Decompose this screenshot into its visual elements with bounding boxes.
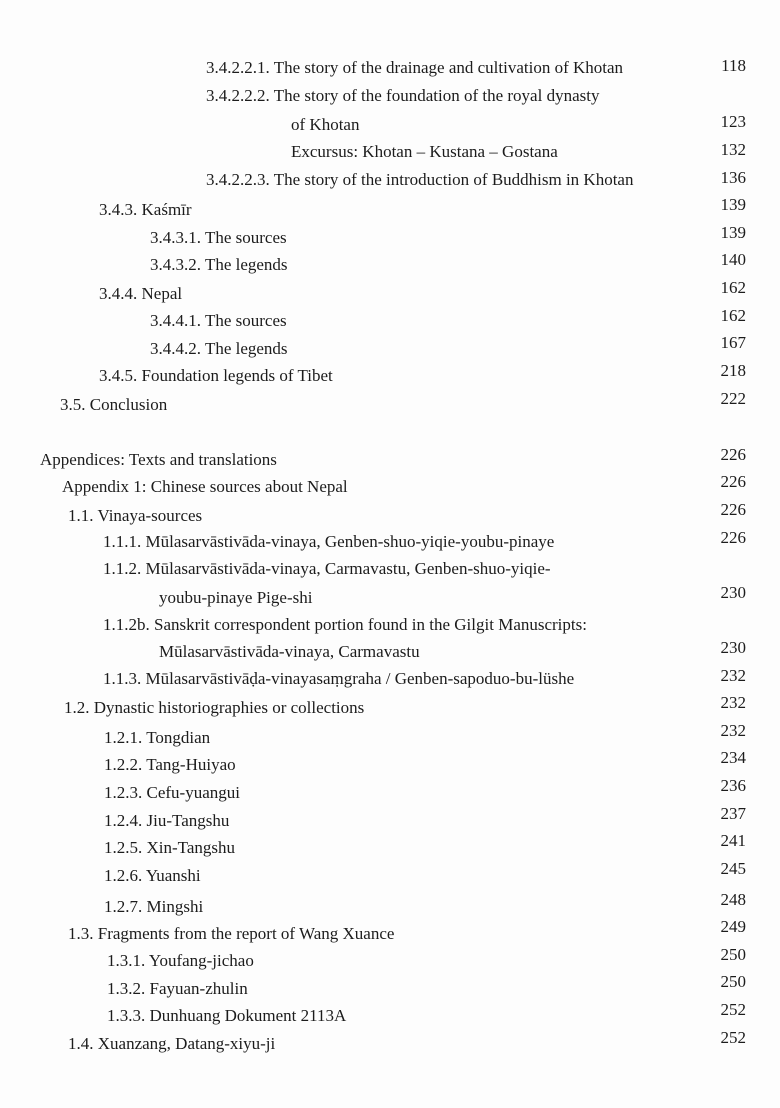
toc-entry-title: 3.4.4.1. The sources — [150, 311, 287, 330]
toc-entry-title: 3.4.4. Nepal — [99, 284, 183, 303]
toc-page-number: 232 — [720, 693, 746, 712]
toc-page-number: 249 — [720, 917, 746, 936]
toc-entry-title: 3.4.3.1. The sources — [150, 228, 287, 247]
toc-page-number: 252 — [720, 1000, 746, 1019]
toc-page-number: 241 — [720, 831, 746, 850]
toc-page-number: 234 — [720, 748, 746, 767]
toc-entry-title: 1.3.3. Dunhuang Dokument 2113A — [107, 1006, 347, 1025]
toc-entry-title: 1.4. Xuanzang, Datang-xiyu-ji — [68, 1034, 276, 1053]
toc-entry-title: 1.2.5. Xin-Tangshu — [104, 838, 236, 857]
toc-page-number: 162 — [720, 306, 746, 325]
toc-page-number: 245 — [720, 859, 746, 878]
toc-page-number: 230 — [720, 638, 746, 657]
toc-page-number: 248 — [720, 890, 746, 909]
toc-entry-title: youbu-pinaye Pige-shi — [159, 588, 313, 607]
toc-entry-title: 1.2. Dynastic historiographies or collections — [64, 698, 365, 717]
toc-entry-title: Appendix 1: Chinese sources about Nepal — [62, 477, 348, 496]
toc-entry-title: 1.3.1. Youfang-jichao — [107, 951, 254, 970]
toc-entry-title: 1.2.2. Tang-Huiyao — [104, 755, 236, 774]
toc-entry-title: 3.4.2.2.2. The story of the foundation of the royal dynasty — [206, 86, 600, 105]
toc-entry-title: 1.1.3. Mūlasarvāstivāḍa-vinayasaṃgraha / Genben-sapoduo-bu-lüshe — [103, 669, 575, 688]
toc-page-number: 250 — [720, 972, 746, 991]
toc-entry-title: of Khotan — [291, 115, 360, 134]
toc-page-number: 162 — [720, 278, 746, 297]
toc-entry-title: Appendices: Texts and translations — [40, 450, 277, 469]
toc-entry-title: 1.2.7. Mingshi — [104, 897, 204, 916]
toc-entry-title: 3.4.2.2.3. The story of the introduction of Buddhism in Khotan — [206, 170, 634, 189]
toc-entry-title: 1.2.6. Yuanshi — [104, 866, 201, 885]
toc-page-number: 222 — [720, 389, 746, 408]
toc-page-number: 236 — [720, 776, 746, 795]
toc-page-number: 232 — [720, 666, 746, 685]
toc-entry-title: 1.2.4. Jiu-Tangshu — [104, 811, 230, 830]
toc-entry-title: 3.5. Conclusion — [60, 395, 168, 414]
toc-page-number: 237 — [720, 804, 746, 823]
toc-entry-title: 1.2.1. Tongdian — [104, 728, 211, 747]
toc-page-number: 252 — [720, 1028, 746, 1047]
toc-entry-title: 1.3.2. Fayuan-zhulin — [107, 979, 248, 998]
toc-entry-title: 1.1.2. Mūlasarvāstivāda-vinaya, Carmavastu, Genben-shuo-yiqie- — [103, 559, 551, 578]
toc-entry-title: 1.3. Fragments from the report of Wang Xuance — [68, 924, 395, 943]
toc-page-number: 232 — [720, 721, 746, 740]
toc-page-number: 226 — [720, 472, 746, 491]
toc-page-number: 139 — [720, 195, 746, 214]
toc-page-number: 226 — [720, 500, 746, 519]
toc-page-number: 123 — [720, 112, 746, 131]
toc-page-number: 226 — [720, 528, 746, 547]
toc-entry-title: 3.4.3. Kaśmīr — [99, 200, 192, 219]
toc-entry-title: 1.1.1. Mūlasarvāstivāda-vinaya, Genben-shuo-yiqie-youbu-pinaye — [103, 532, 555, 551]
toc-page-number: 218 — [720, 361, 746, 380]
toc-page-number: 139 — [720, 223, 746, 242]
toc-entry-title: Mūlasarvāstivāda-vinaya, Carmavastu — [159, 642, 420, 661]
toc-entry-title: 3.4.5. Foundation legends of Tibet — [99, 366, 333, 385]
toc-entry-title: 1.1. Vinaya-sources — [68, 506, 203, 525]
toc-page-number: 167 — [720, 333, 746, 352]
toc-page-number: 250 — [720, 945, 746, 964]
toc-page-number: 118 — [721, 56, 746, 75]
toc-page-number: 226 — [720, 445, 746, 464]
toc-entry-title: 1.2.3. Cefu-yuangui — [104, 783, 240, 802]
toc-entry-title: 1.1.2b. Sanskrit correspondent portion found in the Gilgit Manuscripts: — [103, 615, 587, 634]
toc-page-number: 230 — [720, 583, 746, 602]
toc-entry-title: 3.4.4.2. The legends — [150, 339, 288, 358]
toc-entry-title: Excursus: Khotan – Kustana – Gostana — [291, 142, 558, 161]
toc-page-number: 140 — [720, 250, 746, 269]
toc-entry-title: 3.4.2.2.1. The story of the drainage and cultivation of Khotan — [206, 58, 624, 77]
toc-entry-title: 3.4.3.2. The legends — [150, 255, 288, 274]
toc-page-number: 132 — [720, 140, 746, 159]
toc-page-number: 136 — [720, 168, 746, 187]
